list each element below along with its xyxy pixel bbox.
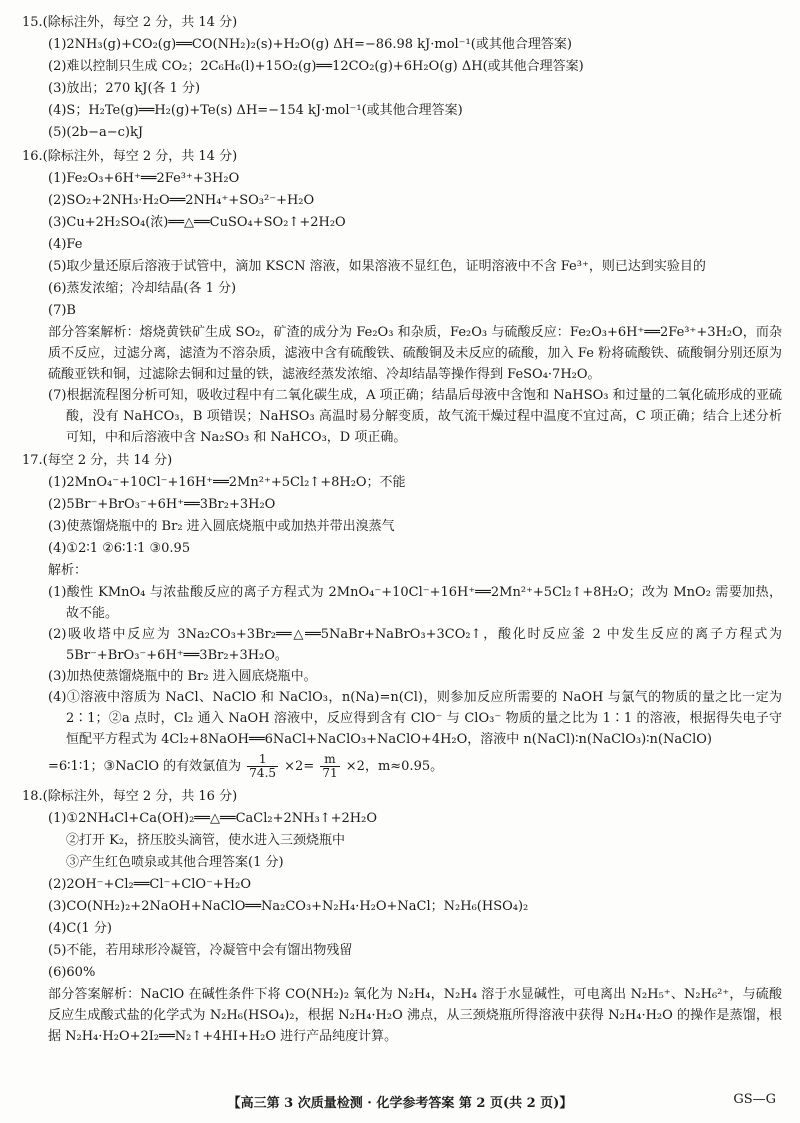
q18-answer-5: (5)不能，若用球形冷凝管，冷凝管中会有馏出物残留 [48,943,353,958]
q15-answer-1: (1)2NH₃(g)+CO₂(g)══CO(NH₂)₂(s)+H₂O(g) ΔH=−86.98 kJ·mol⁻¹(或其他合理答案) [48,37,572,52]
fraction-m-over-71 [320,753,339,780]
question-18 [22,786,782,1047]
q15-answer-2: (2)难以控制只生成 CO₂；2C₆H₆(l)+15O₂(g)══12CO₂(g)+6H₂O(g) ΔH(或其他合理答案) [48,59,584,74]
q17-analysis-4-mid: ×2= [284,759,315,774]
question-16-heading: 16.(除标注外，每空 2 分，共 14 分) [22,149,238,164]
answer-content [22,10,782,1047]
q17-analysis-label: 解析： [48,563,88,578]
q16-answer-4: (4)Fe [48,237,83,252]
q16-answer-3: (3)Cu+2H₂SO₄(浓)══△══CuSO₄+SO₂↑+2H₂O [48,215,346,230]
q17-analysis-2: (2)吸收塔中反应为 3Na₂CO₃+3Br₂══△══5NaBr+NaBrO₃+3CO₂↑，酸化时反应釜 2 中发生反应的离子方程式为 5Br⁻+BrO₃⁻+6H⁺══3Br₂+3H₂O。 [48,627,782,663]
q18-answer-4: (4)C(1 分) [48,921,112,936]
q18-answer-3: (3)CO(NH₂)₂+2NaOH+NaClO══Na₂CO₃+N₂H₄·H₂O+NaCl；N₂H₆(HSO₄)₂ [48,899,529,914]
q15-answer-3: (3)放出；270 kJ(各 1 分) [48,81,201,96]
q17-analysis-3: (3)加热使蒸馏烧瓶中的 Br₂ 进入圆底烧瓶中。 [48,669,317,684]
q16-analysis-7: (7)根据流程图分析可知，吸收过程中有二氧化碳生成，A 项正确；结晶后母液中含饱和 NaHSO₃ 和过量的二氧化硫形成的亚硫酸，没有 NaHCO₃，B 项错误；NaHSO₃ 高温时易分解变质，故气流干燥过程中温度不宜过高，C 项正确；结合上述分析可知，中和后溶液中含 Na₂SO₃ 和 NaHCO₃，D 项正确。 [48,388,782,445]
q17-analysis-1: (1)酸性 KMnO₄ 与浓盐酸反应的离子方程式为 2MnO₄⁻+10Cl⁻+16H⁺══2Mn²⁺+5Cl₂↑+8H₂O；改为 MnO₂ 需要加热，故不能。 [48,585,782,621]
q16-answer-5: (5)取少量还原后溶液于试管中，滴加 KSCN 溶液，如果溶液不显红色，证明溶液中不含 Fe³⁺，则已达到实验目的 [48,259,706,274]
question-16 [22,146,782,448]
q17-analysis-4-prefix: =6∶1∶1；③NaClO 的有效氯值为 [48,759,242,774]
fraction-denominator: 74.5 [249,766,277,780]
fraction-denominator: 71 [322,766,338,780]
q17-answer-4: (4)①2∶1 ②6∶1∶1 ③0.95 [48,541,191,556]
footer-code: GS—G [733,1092,776,1107]
fraction-numerator: 1 [247,753,278,767]
question-15 [22,12,782,144]
q15-answer-5: (5)(2b−a−c)kJ [48,125,144,140]
question-18-heading: 18.(除标注外，每空 2 分，共 16 分) [22,789,238,804]
q16-analysis: 部分答案解析：熔烧黄铁矿生成 SO₂，矿渣的成分为 Fe₂O₃ 和杂质，Fe₂O₃ 与硫酸反应：Fe₂O₃+6H⁺══2Fe³⁺+3H₂O，而杂质不反应，过滤分离，滤渣为不溶杂质，滤液中含有硫酸铁、硫酸铜及未反应的硫酸，加入 Fe 粉将硫酸铁、硫酸铜分别还原为硫酸亚铁和铜，过滤除去铜和过量的铁，滤液经蒸发浓缩、冷却结晶等操作得到 FeSO₄·7H₂O。 [48,325,782,382]
question-17 [22,450,782,784]
q17-answer-3: (3)使蒸馏烧瓶中的 Br₂ 进入圆底烧瓶中或加热并带出溴蒸气 [48,519,395,534]
q18-analysis: 部分答案解析：NaClO 在碱性条件下将 CO(NH₂)₂ 氧化为 N₂H₄，N₂H₄ 溶于水显碱性，可电离出 N₂H₅⁺、N₂H₆²⁺，与硫酸反应生成酸式盐的化学式为 N₂H₆(HSO₄)₂，根据 N₂H₄·H₂O 沸点，从三颈烧瓶所得溶液中获得 N₂H₄·H₂O 的操作是蒸馏，根据 N₂H₄·H₂O+2I₂══N₂↑+4HI+H₂O 进行产品纯度计算。 [48,987,782,1044]
question-17-heading: 17.(每空 2 分，共 14 分) [22,453,173,468]
question-15-heading: 15.(除标注外，每空 2 分，共 14 分) [22,15,238,30]
fraction-1-over-74-5 [247,753,278,780]
q17-analysis-4-suffix: ×2，m≈0.95。 [345,759,444,774]
q18-answer-1-3: ③产生红色喷泉或其他合理答案(1 分) [66,855,284,870]
q17-analysis-4: (4)①溶液中溶质为 NaCl、NaClO 和 NaClO₃，n(Na)=n(Cl)，则参加反应所需要的 NaOH 与氯气的物质的量之比一定为 2∶1；②a 点时，Cl₂ 通入 NaOH 溶液中，反应得到含有 ClO⁻ 与 ClO₃⁻ 物质的量之比为 1∶1 的溶液，根据得失电子守恒配平方程式为 4Cl₂+8NaOH══6NaCl+NaClO₃+NaClO+4H₂O，溶液中 n(NaCl)∶n(NaClO₃)∶n(NaClO) [48,690,782,747]
q16-answer-2: (2)SO₂+2NH₃·H₂O══2NH₄⁺+SO₃²⁻+H₂O [48,193,315,208]
q15-answer-4: (4)S；H₂Te(g)══H₂(g)+Te(s) ΔH=−154 kJ·mol⁻¹(或其他合理答案) [48,103,463,118]
q18-answer-6: (6)60% [48,965,96,980]
q16-answer-1: (1)Fe₂O₃+6H⁺══2Fe³⁺+3H₂O [48,171,240,186]
q17-answer-2: (2)5Br⁻+BrO₃⁻+6H⁺══3Br₂+3H₂O [48,497,276,512]
fraction-numerator: m [320,753,339,767]
q18-answer-1-2: ②打开 K₂，挤压胶头滴管，使水进入三颈烧瓶中 [66,833,346,848]
q16-answer-7: (7)B [48,303,76,318]
q18-answer-2: (2)2OH⁻+Cl₂══Cl⁻+ClO⁻+H₂O [48,877,251,892]
page-footer: 【高三第 3 次质量检测 · 化学参考答案 第 2 页(共 2 页)】 [227,1096,573,1111]
q18-answer-1: (1)①2NH₄Cl+Ca(OH)₂══△══CaCl₂+2NH₃↑+2H₂O [48,811,377,826]
q16-answer-6: (6)蒸发浓缩；冷却结晶(各 1 分) [48,281,237,296]
q17-analysis-4-continued [22,750,782,784]
q17-answer-1: (1)2MnO₄⁻+10Cl⁻+16H⁺══2Mn²⁺+5Cl₂↑+8H₂O；不能 [48,475,406,490]
